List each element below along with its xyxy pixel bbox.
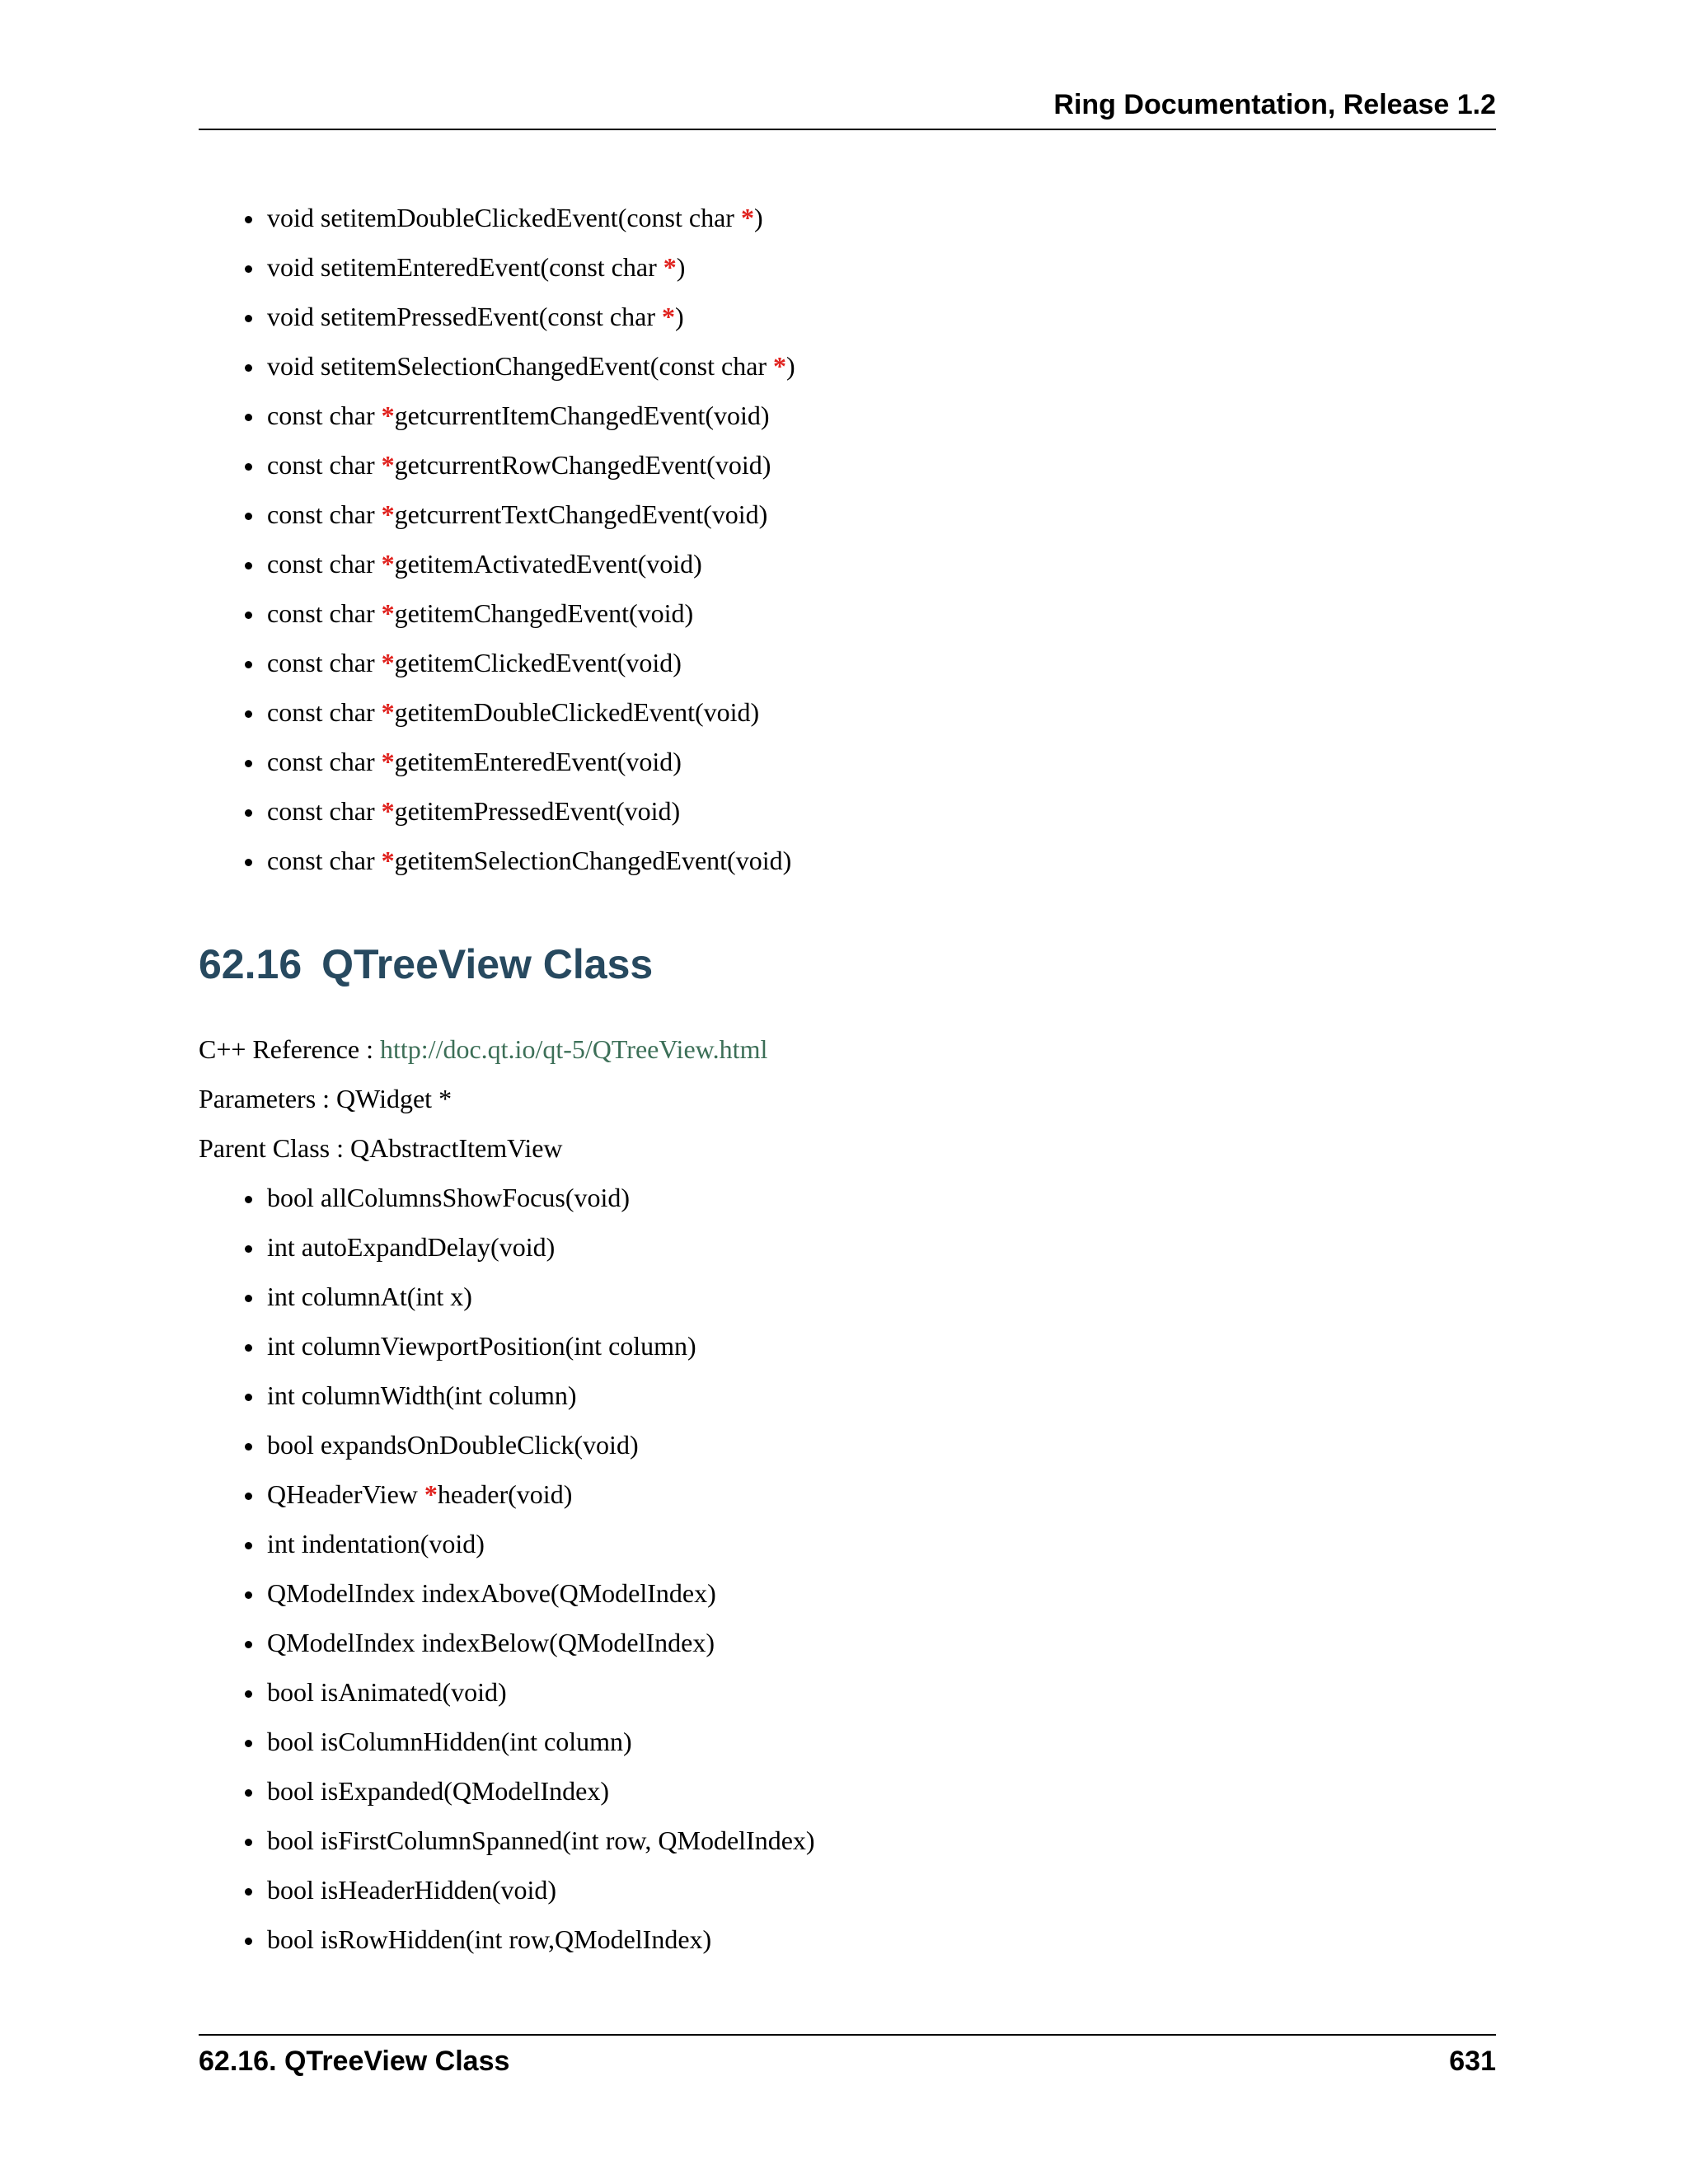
- item-text: bool isRowHidden(int row,QModelIndex): [267, 1924, 712, 1954]
- item-text: const char: [267, 648, 382, 677]
- item-text: const char: [267, 450, 382, 480]
- list-item: [242, 1766, 1479, 1816]
- pointer-asterisk: *: [381, 450, 395, 480]
- list-item: [242, 588, 1479, 638]
- list-item: [242, 836, 1479, 885]
- pointer-asterisk: *: [773, 351, 787, 381]
- item-text-tail: ): [753, 203, 763, 232]
- item-text-tail: getitemActivatedEvent(void): [394, 549, 702, 579]
- list-item: [242, 1371, 1479, 1420]
- pointer-asterisk: *: [381, 401, 395, 430]
- list-item: [242, 1321, 1479, 1371]
- item-text-tail: getitemPressedEvent(void): [394, 796, 681, 826]
- list-item: [242, 1420, 1479, 1469]
- list-item: [242, 1519, 1479, 1568]
- item-text-tail: getcurrentRowChangedEvent(void): [394, 450, 771, 480]
- pointer-asterisk: *: [661, 302, 675, 331]
- list-item: [242, 242, 1479, 292]
- pointer-asterisk: *: [381, 549, 395, 579]
- item-text: void setitemEnteredEvent(const char: [267, 252, 663, 282]
- section-heading: QTreeView Class: [321, 941, 654, 987]
- reference-label: C++ Reference :: [199, 1034, 380, 1064]
- page-number: 631: [1449, 2046, 1496, 2077]
- item-text-tail: ): [674, 302, 684, 331]
- list-item: [242, 1816, 1479, 1865]
- section-title: [199, 935, 653, 993]
- reference-link[interactable]: http://doc.qt.io/qt-5/QTreeView.html: [380, 1034, 768, 1064]
- item-text: const char: [267, 549, 382, 579]
- item-text-tail: getcurrentItemChangedEvent(void): [394, 401, 770, 430]
- item-text: void setitemDoubleClickedEvent(const char: [267, 203, 741, 232]
- list-item: [242, 1222, 1479, 1272]
- pointer-asterisk: *: [424, 1479, 438, 1509]
- pointer-asterisk: *: [381, 796, 395, 826]
- list-item: [242, 292, 1479, 341]
- list-item: [242, 1717, 1479, 1766]
- list-item: [242, 1915, 1479, 1964]
- item-text-tail: getcurrentTextChangedEvent(void): [394, 499, 768, 529]
- item-text: bool allColumnsShowFocus(void): [267, 1183, 631, 1212]
- list-item: [242, 1865, 1479, 1915]
- item-text: bool expandsOnDoubleClick(void): [267, 1430, 639, 1460]
- item-text: void setitemPressedEvent(const char: [267, 302, 662, 331]
- item-text-tail: getitemEnteredEvent(void): [394, 747, 682, 776]
- pointer-asterisk: *: [381, 846, 395, 875]
- item-text: bool isExpanded(QModelIndex): [267, 1776, 610, 1806]
- list-item: [242, 440, 1479, 490]
- header-title: Ring Documentation, Release 1.2: [1053, 89, 1496, 120]
- pointer-asterisk: *: [381, 747, 395, 776]
- list-item: [242, 1469, 1479, 1519]
- item-text: QModelIndex indexAbove(QModelIndex): [267, 1578, 716, 1608]
- list-item: [242, 539, 1479, 588]
- list-item: [242, 193, 1479, 242]
- list-item: [242, 1667, 1479, 1717]
- pointer-asterisk: *: [381, 598, 395, 628]
- item-text: void setitemSelectionChangedEvent(const char: [267, 351, 774, 381]
- list-item: [242, 1618, 1479, 1667]
- section-number: 62.16: [199, 941, 302, 987]
- parent-class: Parent Class : QAbstractItemView: [199, 1133, 563, 1163]
- list-item: [242, 391, 1479, 440]
- list-item: [242, 1173, 1479, 1222]
- item-text: QModelIndex indexBelow(QModelIndex): [267, 1628, 715, 1657]
- pointer-asterisk: *: [381, 499, 395, 529]
- pointer-asterisk: *: [381, 697, 395, 727]
- item-text: bool isFirstColumnSpanned(int row, QModelIndex): [267, 1825, 815, 1855]
- page-footer: [199, 2034, 1496, 2085]
- list-item: [242, 1272, 1479, 1321]
- footer-section: 62.16. QTreeView Class: [199, 2046, 510, 2077]
- parameters: Parameters : QWidget *: [199, 1084, 452, 1113]
- list-item: [242, 1568, 1479, 1618]
- item-text: const char: [267, 499, 382, 529]
- pointer-asterisk: *: [663, 252, 677, 282]
- cpp-reference: [199, 1024, 767, 1074]
- item-text: int columnAt(int x): [267, 1282, 472, 1311]
- item-text: QHeaderView: [267, 1479, 424, 1509]
- list-item: [242, 737, 1479, 786]
- method-list-top: [242, 193, 1479, 885]
- item-text-tail: getitemClickedEvent(void): [394, 648, 682, 677]
- item-text-tail: ): [786, 351, 795, 381]
- page-header: [199, 89, 1496, 130]
- item-text: const char: [267, 697, 382, 727]
- item-text-tail: ): [676, 252, 686, 282]
- item-text-tail: getitemSelectionChangedEvent(void): [394, 846, 792, 875]
- item-text-tail: getitemChangedEvent(void): [394, 598, 694, 628]
- list-item: [242, 638, 1479, 687]
- item-text: const char: [267, 401, 382, 430]
- item-text: bool isAnimated(void): [267, 1677, 507, 1707]
- item-text: int autoExpandDelay(void): [267, 1232, 556, 1262]
- pointer-asterisk: *: [740, 203, 754, 232]
- item-text: const char: [267, 796, 382, 826]
- item-text: bool isColumnHidden(int column): [267, 1727, 632, 1756]
- item-text: const char: [267, 747, 382, 776]
- list-item: [242, 341, 1479, 391]
- item-text-tail: getitemDoubleClickedEvent(void): [394, 697, 760, 727]
- pointer-asterisk: *: [381, 648, 395, 677]
- item-text: int indentation(void): [267, 1529, 485, 1558]
- item-text: const char: [267, 846, 382, 875]
- list-item: [242, 786, 1479, 836]
- list-item: [242, 687, 1479, 737]
- item-text-tail: header(void): [437, 1479, 573, 1509]
- item-text: const char: [267, 598, 382, 628]
- item-text: int columnWidth(int column): [267, 1380, 577, 1410]
- method-list-bottom: [242, 1173, 1479, 1964]
- item-text: int columnViewportPosition(int column): [267, 1331, 696, 1361]
- list-item: [242, 490, 1479, 539]
- item-text: bool isHeaderHidden(void): [267, 1875, 557, 1905]
